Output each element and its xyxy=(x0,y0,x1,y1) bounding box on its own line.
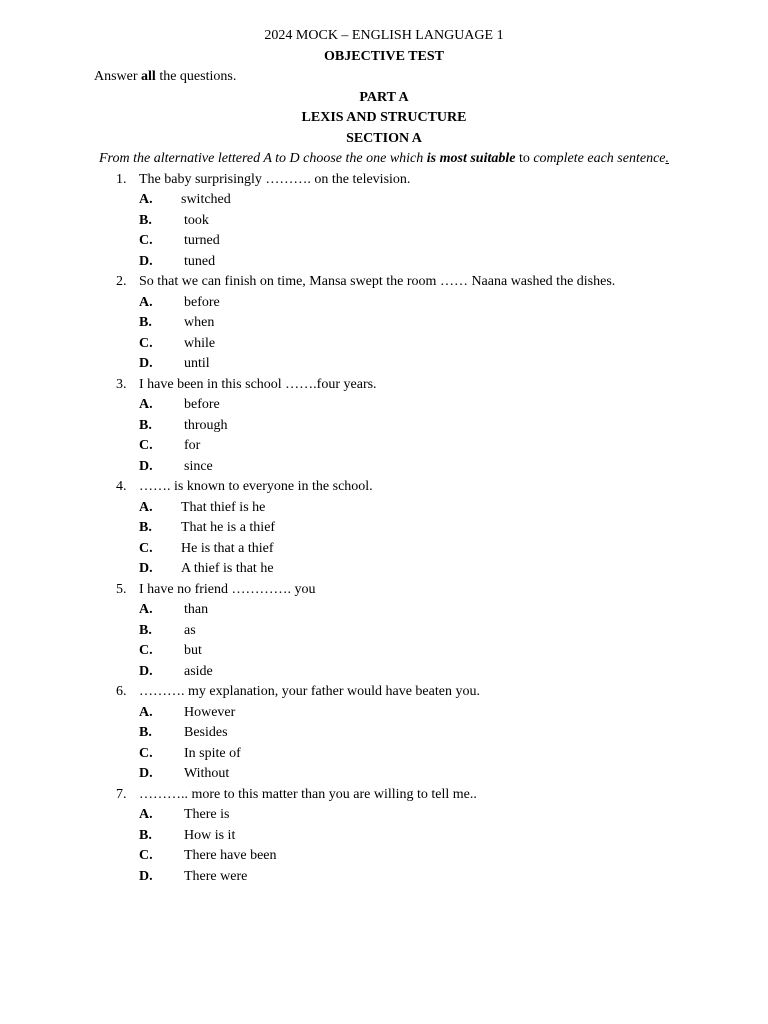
option-6-d xyxy=(0,764,768,785)
option-letter: C. xyxy=(139,643,153,658)
direction-part-3: to xyxy=(515,151,534,166)
option-text: but xyxy=(184,643,202,658)
option-3-d xyxy=(0,457,768,478)
question-5 xyxy=(0,580,768,601)
question-text: ………. my explanation, your father would have beaten you. xyxy=(139,684,480,699)
direction-part-1: From the alternative lettered A to D choose the one which xyxy=(99,151,427,166)
option-letter: A. xyxy=(139,192,153,207)
option-6-c xyxy=(0,744,768,765)
option-2-a xyxy=(0,293,768,314)
option-text: until xyxy=(184,356,210,371)
option-text: In spite of xyxy=(184,745,241,761)
option-letter: A. xyxy=(139,807,153,822)
question-6 xyxy=(0,682,768,703)
question-number: 2. xyxy=(116,274,127,289)
question-1 xyxy=(0,170,768,191)
option-2-d xyxy=(0,354,768,375)
option-letter: D. xyxy=(139,356,153,371)
question-text: I have been in this school …….four years. xyxy=(139,376,377,392)
option-6-b xyxy=(0,723,768,744)
option-text: through xyxy=(184,417,228,433)
question-number: 4. xyxy=(116,479,127,494)
question-4 xyxy=(0,477,768,498)
option-text: He is that a thief xyxy=(181,540,274,556)
instruction-pre: Answer xyxy=(94,69,142,84)
paper-title: OBJECTIVE TEST xyxy=(324,48,444,64)
option-letter: C. xyxy=(139,540,153,556)
option-text: since xyxy=(184,458,213,474)
question-number: 7. xyxy=(116,786,127,802)
option-5-c xyxy=(0,641,768,662)
option-letter: D. xyxy=(139,561,153,576)
option-1-d xyxy=(0,252,768,273)
question-number: 5. xyxy=(116,581,127,597)
option-text: as xyxy=(184,622,196,638)
direction-part-4: complete each sentence xyxy=(533,151,666,166)
option-text: turned xyxy=(184,233,220,248)
option-letter: C. xyxy=(139,745,153,761)
option-4-a xyxy=(0,498,768,519)
option-text: Besides xyxy=(184,725,228,740)
section-direction xyxy=(94,149,674,170)
option-letter: D. xyxy=(139,458,153,474)
question-text: ……. is known to everyone in the school. xyxy=(139,479,373,494)
option-letter: A. xyxy=(139,499,153,515)
option-5-a xyxy=(0,600,768,621)
instruction-bold: all xyxy=(141,69,156,84)
option-2-b xyxy=(0,313,768,334)
option-text: than xyxy=(184,602,209,617)
option-text: switched xyxy=(181,192,231,207)
option-letter: D. xyxy=(139,253,153,269)
option-1-c xyxy=(0,231,768,252)
option-letter: A. xyxy=(139,602,153,617)
question-list xyxy=(0,170,768,888)
question-text: I have no friend …………. you xyxy=(139,581,316,597)
part-title: LEXIS AND STRUCTURE xyxy=(301,110,467,125)
option-text: tuned xyxy=(184,253,216,269)
question-text: The baby surprisingly ………. on the television. xyxy=(139,171,411,187)
option-letter: A. xyxy=(139,704,153,720)
question-7 xyxy=(0,785,768,806)
option-letter: B. xyxy=(139,315,152,330)
option-5-b xyxy=(0,621,768,642)
option-letter: A. xyxy=(139,294,153,310)
option-letter: C. xyxy=(139,848,153,863)
option-1-b xyxy=(0,211,768,232)
option-7-a xyxy=(0,805,768,826)
option-text: There were xyxy=(184,868,248,884)
instruction-post: the questions. xyxy=(155,69,237,84)
option-letter: B. xyxy=(139,622,152,638)
question-number: 1. xyxy=(116,171,127,187)
option-2-c xyxy=(0,334,768,355)
exam-page xyxy=(0,26,768,887)
option-text: when xyxy=(184,315,215,330)
option-text: A thief is that he xyxy=(181,561,274,576)
question-text: So that we can finish on time, Mansa swept the room …… Naana washed the dishes. xyxy=(139,274,616,289)
option-text: before xyxy=(184,294,220,310)
option-letter: D. xyxy=(139,766,153,781)
option-5-d xyxy=(0,662,768,683)
option-letter: C. xyxy=(139,438,153,453)
option-7-d xyxy=(0,867,768,888)
option-3-a xyxy=(0,395,768,416)
option-letter: B. xyxy=(139,827,152,843)
option-text: How is it xyxy=(184,827,236,843)
question-number: 6. xyxy=(116,684,127,699)
option-text: Without xyxy=(184,766,230,781)
exam-title: 2024 MOCK – ENGLISH LANGUAGE 1 xyxy=(264,28,504,43)
option-3-c xyxy=(0,436,768,457)
direction-period: . xyxy=(665,151,669,166)
question-3 xyxy=(0,375,768,396)
option-text: That thief is he xyxy=(181,499,266,515)
part-heading: PART A xyxy=(359,89,409,105)
general-instruction xyxy=(0,67,768,88)
option-text: There is xyxy=(184,807,230,822)
option-1-a xyxy=(0,190,768,211)
option-7-b xyxy=(0,826,768,847)
option-text: for xyxy=(184,438,201,453)
option-letter: C. xyxy=(139,233,153,248)
question-2 xyxy=(0,272,768,293)
question-number: 3. xyxy=(116,376,127,392)
direction-emphasis: is most suitable xyxy=(426,151,516,166)
option-4-b xyxy=(0,518,768,539)
option-letter: B. xyxy=(139,725,152,740)
option-text: There have been xyxy=(184,848,277,863)
option-letter: B. xyxy=(139,212,152,228)
option-4-d xyxy=(0,559,768,580)
option-4-c xyxy=(0,539,768,560)
option-letter: D. xyxy=(139,868,153,884)
option-text: took xyxy=(184,212,209,228)
option-text: before xyxy=(184,397,220,412)
option-letter: B. xyxy=(139,520,152,535)
section-heading: SECTION A xyxy=(346,130,422,146)
question-text: ……….. more to this matter than you are willing to tell me.. xyxy=(139,786,477,802)
option-3-b xyxy=(0,416,768,437)
option-text: while xyxy=(184,335,216,351)
option-text: That he is a thief xyxy=(181,520,276,535)
option-letter: A. xyxy=(139,397,153,412)
option-letter: C. xyxy=(139,335,153,351)
option-letter: D. xyxy=(139,663,153,679)
option-text: However xyxy=(184,704,236,720)
option-text: aside xyxy=(184,663,213,679)
option-letter: B. xyxy=(139,417,152,433)
option-7-c xyxy=(0,846,768,867)
option-6-a xyxy=(0,703,768,724)
